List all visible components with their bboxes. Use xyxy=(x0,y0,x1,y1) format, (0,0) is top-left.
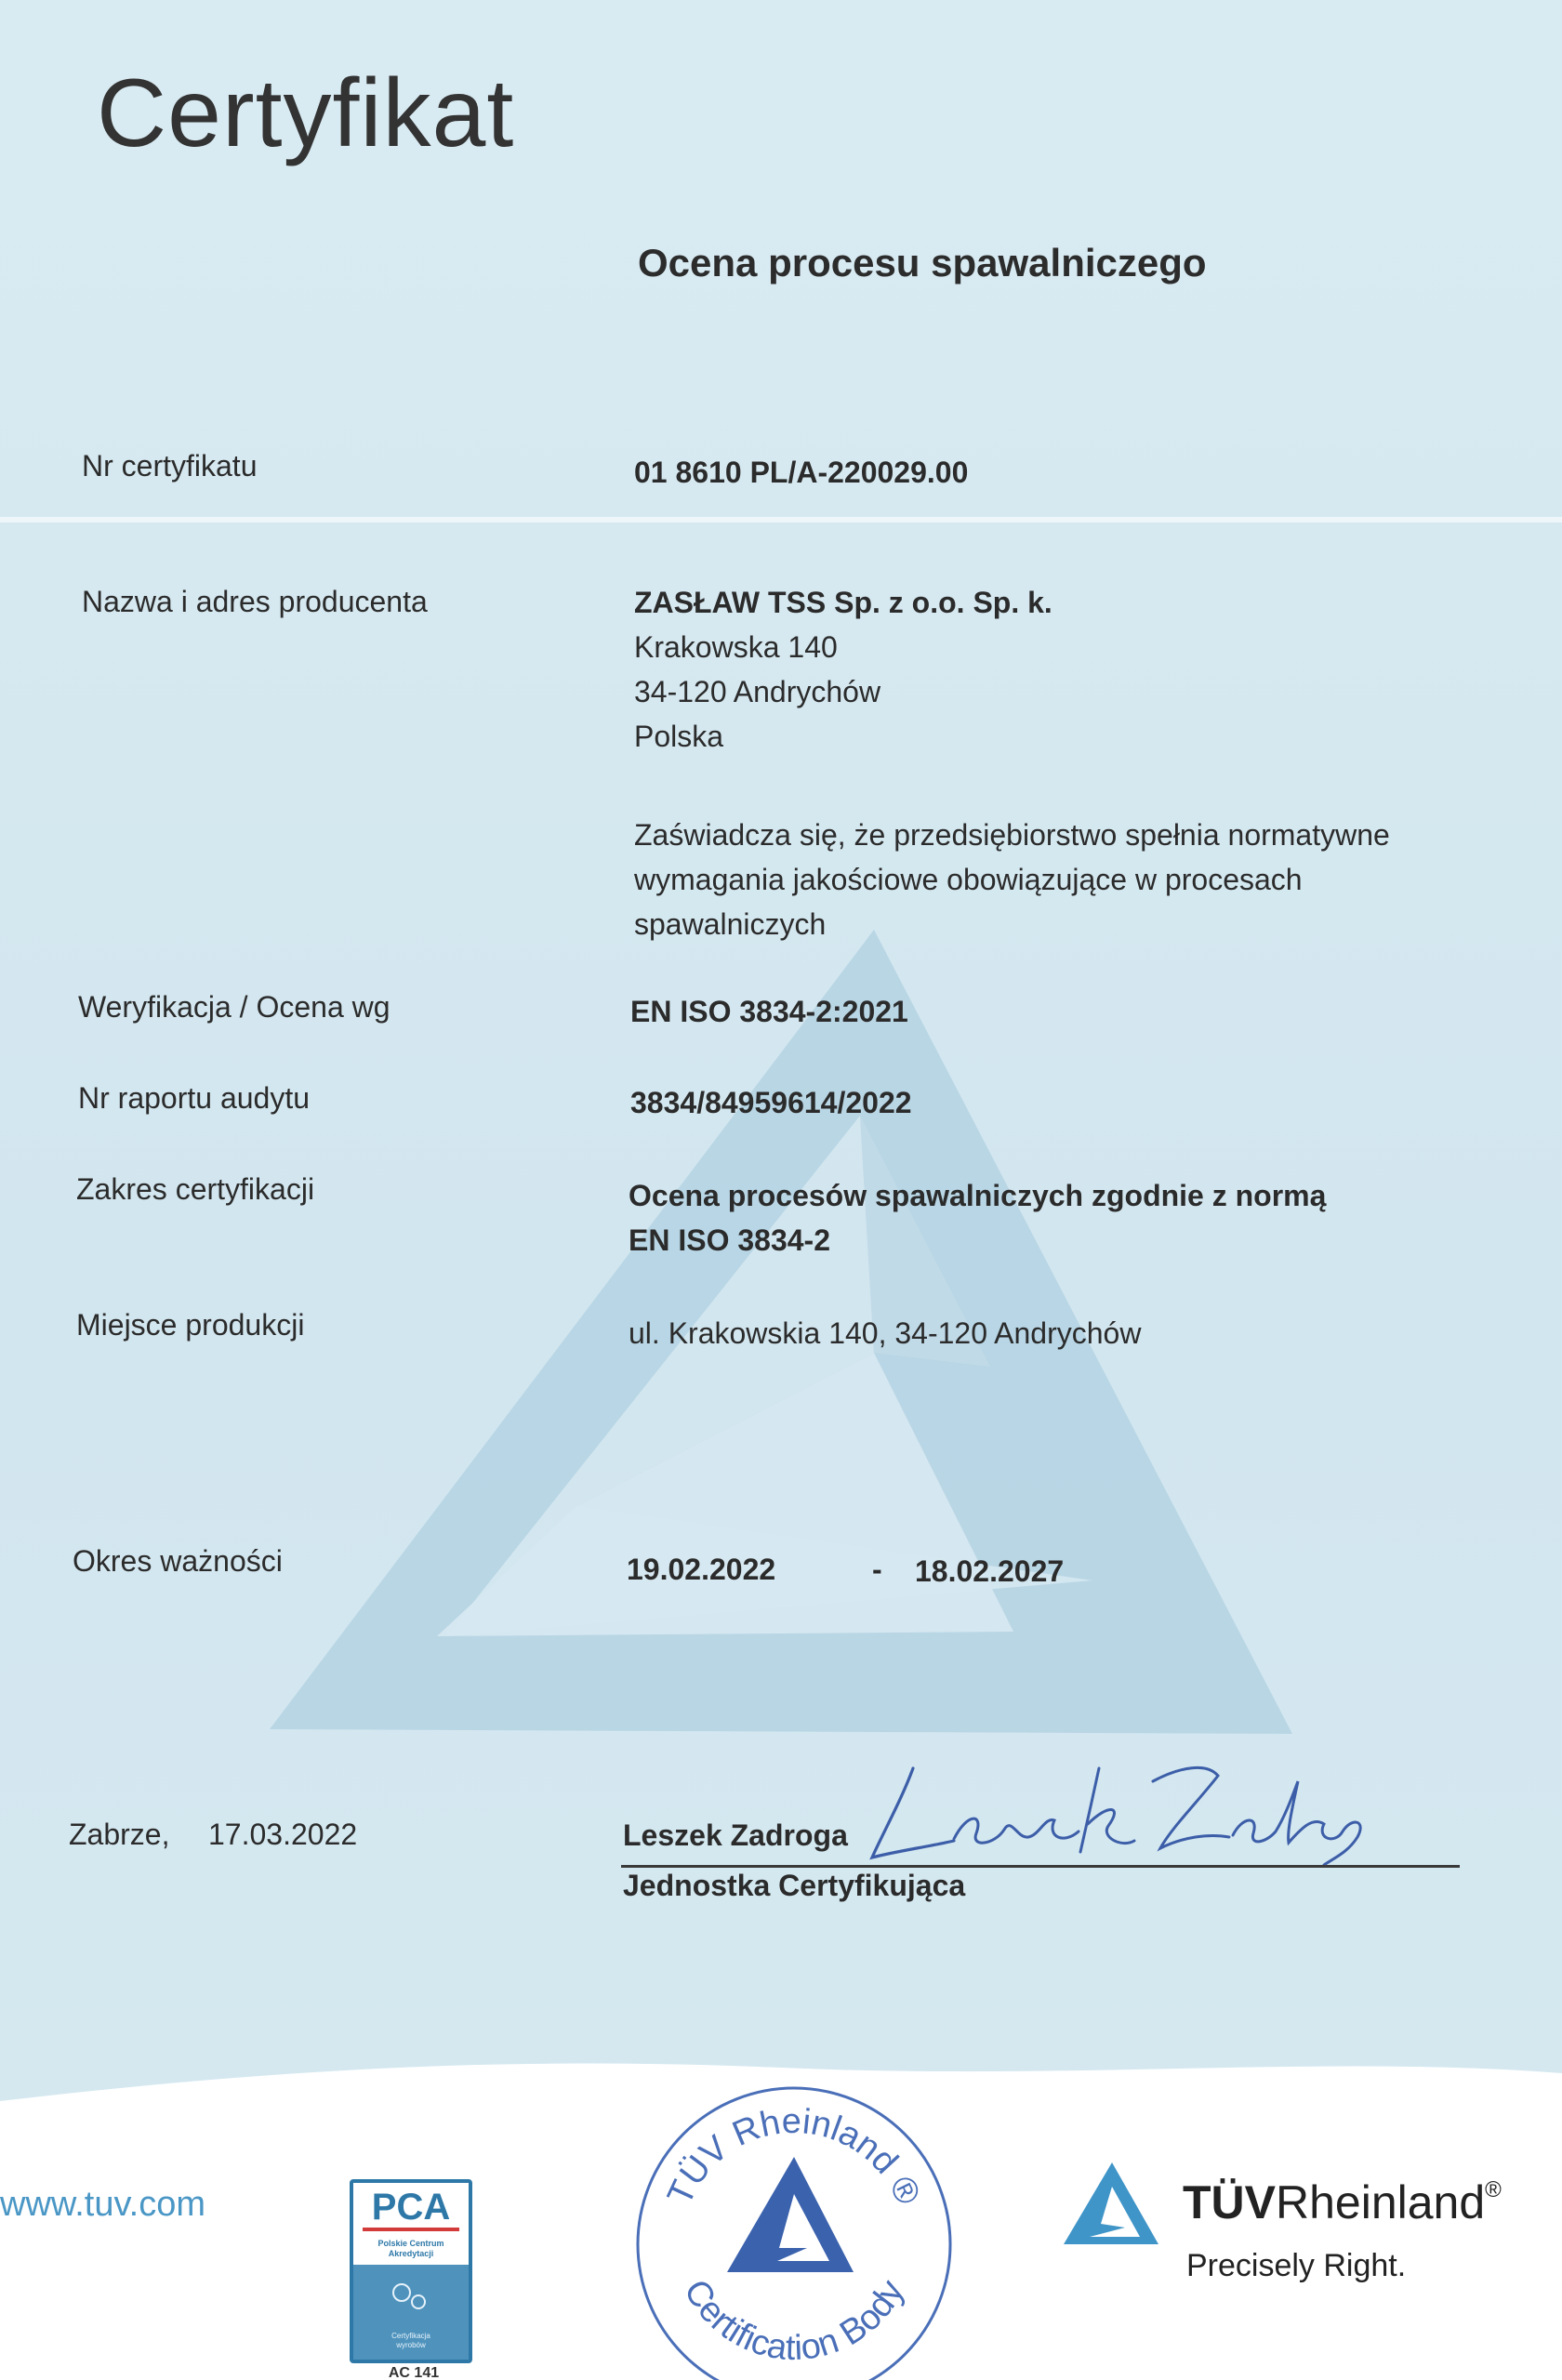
verification-label: Weryfikacja / Ocena wg xyxy=(78,990,390,1024)
scope-value-block xyxy=(629,1173,1326,1263)
audit-report-label: Nr raportu audytu xyxy=(78,1081,311,1115)
signer-name: Leszek Zadroga xyxy=(623,1818,848,1852)
issue-place: Zabrze, xyxy=(69,1818,170,1851)
stamp-bottom-text: Certification Body xyxy=(676,2273,912,2369)
certification-body-stamp xyxy=(630,2081,958,2380)
audit-report-value: 3834/84959614/2022 xyxy=(630,1086,912,1119)
stamp-triangle-icon xyxy=(727,2157,854,2272)
tuv-website-url: www.tuv.com xyxy=(0,2185,206,2224)
pca-cert-line-1: Certyfikacja xyxy=(391,2332,430,2340)
corner-mark xyxy=(1413,0,1417,15)
pca-accent-bar xyxy=(363,2228,459,2231)
certification-unit: Jednostka Certyfikująca xyxy=(623,1869,966,1902)
tuv-registered-mark: ® xyxy=(1485,2177,1502,2202)
gears-icon xyxy=(353,2265,469,2330)
certificate-title: Certyfikat xyxy=(97,60,515,167)
validity-from: 19.02.2022 xyxy=(627,1553,776,1586)
pca-cert-text xyxy=(353,2332,469,2351)
tuv-tagline: Precisely Right. xyxy=(1186,2248,1407,2283)
statement-line-2: wymagania jakościowe obowiązujące w procesach xyxy=(634,863,1303,896)
certification-statement xyxy=(634,813,1390,946)
producer-country: Polska xyxy=(634,720,724,753)
statement-line-3: spawalniczych xyxy=(634,907,827,941)
production-site-value: ul. Krakowskia 140, 34-120 Andrychów xyxy=(629,1316,1142,1350)
header-divider xyxy=(0,517,1562,522)
verification-value: EN ISO 3834-2:2021 xyxy=(630,995,908,1028)
scope-line-1: Ocena procesów spawalniczych zgodnie z normą xyxy=(629,1179,1327,1212)
tuv-brand-rest: Rheinland xyxy=(1276,2176,1486,2228)
pca-accreditation-badge xyxy=(350,2179,472,2363)
tuv-brand-bold: TÜV xyxy=(1183,2176,1276,2228)
producer-address-block xyxy=(634,580,1052,759)
tuv-triangle-logo-icon xyxy=(1060,2159,1162,2248)
scope-label: Zakres certyfikacji xyxy=(76,1172,315,1206)
scope-line-2: EN ISO 3834-2 xyxy=(629,1223,830,1257)
pca-cert-line-2: wyrobów xyxy=(396,2341,426,2350)
stamp-top-text: TÜV Rheinland ® xyxy=(660,2101,928,2212)
pca-subtitle-line-1: Polskie Centrum xyxy=(377,2239,444,2248)
handwritten-signature xyxy=(865,1748,1385,1869)
cert-number-label: Nr certyfikatu xyxy=(82,449,258,483)
production-site-label: Miejsce produkcji xyxy=(76,1308,305,1342)
certificate-subtitle: Ocena procesu spawalniczego xyxy=(638,241,1207,284)
pca-subtitle xyxy=(353,2239,469,2259)
pca-subtitle-line-2: Akredytacji xyxy=(388,2248,434,2258)
svg-text:Certification Body xyxy=(676,2273,912,2368)
pca-title: PCA xyxy=(371,2187,451,2228)
producer-street: Krakowska 140 xyxy=(634,630,838,664)
statement-line-1: Zaświadcza się, że przedsiębiorstwo spełnia normatywne xyxy=(634,818,1390,852)
validity-label: Okres ważności xyxy=(73,1544,283,1578)
producer-label: Nazwa i adres producenta xyxy=(82,585,428,618)
tuv-brand-name xyxy=(1183,2176,1502,2228)
validity-separator: - xyxy=(872,1553,882,1586)
producer-name: ZASŁAW TSS Sp. z o.o. Sp. k. xyxy=(634,586,1052,619)
pca-code: AC 141 xyxy=(388,2365,440,2380)
validity-to: 18.02.2027 xyxy=(915,1554,1065,1588)
cert-number-value: 01 8610 PL/A-220029.00 xyxy=(634,456,969,489)
issue-date: 17.03.2022 xyxy=(208,1818,358,1851)
producer-city: 34-120 Andrychów xyxy=(634,675,881,708)
